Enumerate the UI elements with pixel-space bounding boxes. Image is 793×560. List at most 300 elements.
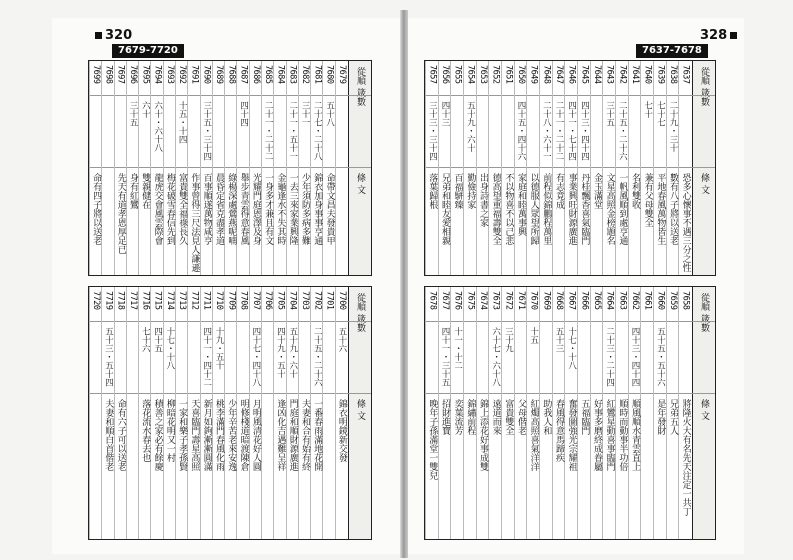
entry-number: 7702 [312,291,323,310]
entry-text: 明修棧道暗渡陳倉 [238,399,249,471]
entry-text: 夫妻和順白首偕老 [103,399,114,471]
entry-number: 7694 [152,65,163,84]
entry-text: 奮發圖強光宗耀祖 [566,399,577,471]
header-column-label: 條 文 [355,399,365,420]
entry-number: 7683 [287,65,298,84]
entry-text: 門庭和順財源廣進 [287,399,298,471]
entry-count: 四十五 [152,327,163,353]
entry-number: 7650 [515,65,526,84]
table-row [450,287,464,539]
entry-text: 以德服人眾望所歸 [528,173,539,245]
entry-number: 7708 [238,291,249,310]
entry-number: 7720 [91,291,102,310]
entry-count: 四十五・四十六 [515,101,526,161]
page-number-left: 320 [92,28,132,43]
entry-count: 十五 [528,327,539,344]
entry-text: 兄弟和睦友愛相親 [439,173,450,245]
entry-number: 7676 [452,291,463,310]
entry-count: 二十三・二十四 [604,327,615,387]
entry-count: 六十・六十八 [152,101,163,152]
entry-number: 7717 [127,291,138,310]
table-row [628,287,642,539]
entry-number: 7679 [336,65,347,84]
entry-number: 7719 [103,291,114,310]
entry-count: 十一・十二 [452,327,463,370]
entry-count: 二十一・五十一 [287,101,298,161]
entry-text: 錦繡前程 [465,399,476,435]
entry-text: 春風得意馬蹄疾 [553,399,564,462]
entry-count: 四十一・四十二 [201,327,212,387]
entry-number: 7643 [604,65,615,84]
entry-count: 三十三・三十四 [427,101,438,161]
entry-text: 出身詩書之家 [477,173,488,227]
table-row [150,61,163,275]
table-row [273,287,286,539]
header-label: 從順 箴數 [699,293,709,332]
entry-count: 六十七・六十八 [490,327,501,387]
entry-text: 雙親健在 [140,173,151,209]
square-icon [730,32,737,39]
table-row [577,287,591,539]
entry-count: 七十七 [655,101,666,127]
header-column-label: 條 文 [699,173,709,194]
entry-number: 7699 [91,65,102,84]
entry-number: 7695 [140,65,151,84]
table-row [163,61,176,275]
entry-number: 7673 [490,291,501,310]
header-label: 從順 箴數 [355,293,365,332]
entry-number: 7682 [299,65,310,84]
entry-number: 7710 [213,291,224,310]
table-row [425,287,439,539]
entry-count: 三十五 [127,101,138,127]
entry-text: 月明風清花好人圓 [250,399,261,471]
entry-number: 7693 [164,65,175,84]
entry-number: 7648 [541,65,552,84]
entry-count: 十九・五十 [213,327,224,370]
entry-text: 平地春風萬物皆生 [655,173,666,245]
entry-text: 一身多才兼且有文 [263,173,274,245]
entry-number: 7681 [312,65,323,84]
entry-text: 積善之家必有餘慶 [152,399,163,471]
entry-text: 綠楊深處鶯燕呢喃 [226,173,237,245]
entry-number: 7697 [115,65,126,84]
entry-count: 五十九・六十 [465,101,476,152]
entry-text: 天喜臨門壽星高照 [189,399,200,471]
table-row [678,287,692,539]
entry-text: 事業興旺財源廣進 [566,173,577,245]
entry-number: 7649 [528,65,539,84]
table-header [692,61,715,275]
entry-number: 7670 [528,291,539,310]
entry-count: 四十三・四十四 [579,101,590,161]
table-row [463,61,477,275]
table-row [463,287,477,539]
entry-count: 七十 [642,101,653,118]
entry-text: 錦上添花好事成雙 [477,399,488,471]
entry-text: 夫妻和合有始有終 [299,399,310,471]
entry-count: 三十五・三十四 [201,101,212,161]
table-row [564,287,578,539]
entry-number: 7715 [152,291,163,310]
entry-text: 富貴雙全 [503,399,514,435]
entry-text: 百福駢臻 [452,173,463,209]
table-row [138,287,151,539]
entry-number: 7644 [591,65,602,84]
table-row [298,61,311,275]
entry-number: 7704 [287,291,298,310]
table-row [438,61,452,275]
entry-text: 有志竟成 [553,173,564,209]
entry-number: 7714 [164,291,175,310]
entry-text: 五福臨門 [579,399,590,435]
entry-text: 梅花破雪春信先到 [164,173,175,245]
entry-text: 勤儉持家 [465,173,476,209]
entry-count: 四十三・四十四 [629,327,640,387]
entry-number: 7661 [642,291,653,310]
entry-number: 7645 [579,65,590,84]
entry-number: 7654 [465,65,476,84]
table-row [640,287,654,539]
entry-text: 丹桂飄香喜氣臨門 [579,173,590,245]
entry-count: 五十九・六十 [287,327,298,378]
entry-count: 二十七・二十八 [312,101,323,161]
table-row [126,287,139,539]
entry-text: 錦衣明鏡新交發 [336,399,347,462]
entry-number: 7688 [226,65,237,84]
table-row [526,287,540,539]
table-row [286,287,299,539]
table-row [488,61,502,275]
entry-count: 二十九・三十 [667,101,678,152]
table-row [425,61,439,275]
entry-count: 二十五・二十六 [312,327,323,387]
table-row [200,287,213,539]
table-row [653,61,667,275]
entry-number: 7709 [226,291,237,310]
entry-text: 遠道而來 [490,399,501,435]
entry-number: 7680 [324,65,335,84]
table-header [348,61,371,275]
header-column-label: 條 文 [355,173,365,194]
entry-number: 7663 [617,291,628,310]
entry-number: 7678 [427,291,438,310]
table-row [602,61,616,275]
table-header [348,287,371,539]
table-row [236,287,249,539]
entry-text: 將隆火大有名先天注定一共丁 [680,399,691,516]
entry-text: 命有六子可以送老 [115,399,126,471]
entry-text: 前程似錦鵬程萬里 [541,173,552,245]
entry-text: 德高望重福壽雙全 [490,173,501,245]
entry-text: 數有八子將以送老 [667,173,678,245]
table-row [514,287,528,539]
table-row [615,287,629,539]
entry-text: 兼有父母雙全 [642,173,653,227]
table-right-upper [424,60,716,276]
entry-number: 7665 [591,291,602,310]
entry-number: 7686 [250,65,261,84]
entry-text: 紅燭高照喜氣洋洋 [528,399,539,471]
table-row [615,61,629,275]
table-row [298,287,311,539]
range-label-right: 7637-7678 [636,44,708,58]
entry-text: 逢凶化吉遇難呈祥 [275,399,286,471]
table-row [310,287,323,539]
entry-number: 7668 [553,291,564,310]
table-row [224,61,237,275]
entry-count: 二十八・六十一 [541,101,552,161]
table-row [335,61,348,275]
entry-number: 7685 [263,65,274,84]
entry-number: 7659 [667,291,678,310]
entry-number: 7641 [629,65,640,84]
entry-number: 7664 [604,291,615,310]
entry-text: 名利雙收 [629,173,640,209]
table-row [322,61,335,275]
table-row [564,61,578,275]
entry-number: 7655 [452,65,463,84]
table-header [692,287,715,539]
entry-number: 7684 [275,65,286,84]
table-row [114,287,127,539]
table-row [450,61,464,275]
book-gutter [400,10,408,558]
entry-number: 7640 [642,65,653,84]
entry-number: 7711 [201,291,212,310]
entry-text: 恐多心懷事不遇三分之性 [680,173,691,272]
entry-number: 7716 [140,291,151,310]
table-row [335,287,348,539]
table-left-lower [88,286,372,540]
entry-count: 五十八 [324,101,335,127]
entry-number: 7662 [629,291,640,310]
entry-number: 7712 [189,291,200,310]
entry-number: 7642 [617,65,628,84]
entry-text: 是年發財 [655,399,666,435]
entry-text: 兄弟五人 [667,399,678,435]
entry-number: 7657 [427,65,438,84]
table-row [678,61,692,275]
entry-text: 文星高照金榜題名 [604,173,615,245]
entry-count: 四十一・三十五 [439,327,450,387]
table-row [501,61,515,275]
entry-text: 百事順遂萬物咸亨 [201,173,212,245]
table-row [526,61,540,275]
entry-text: 作事曾得三尺法見人謙遜 [189,173,200,272]
entry-number: 7687 [238,65,249,84]
entry-text: 龍虎交會風雲際會 [152,173,163,245]
table-row [590,61,604,275]
table-row [501,287,515,539]
table-row [175,287,188,539]
entry-number: 7701 [324,291,335,310]
table-row [539,287,553,539]
entry-text: 一去三來家業興隆 [287,173,298,245]
entry-text: 落花流水春去也 [140,399,151,462]
entry-text: 新月如鉤漸漸圓滿 [201,399,212,471]
entry-text: 少年須防多病多難 [299,173,310,245]
entry-text: 一番春雨滿地花開 [312,399,323,471]
entry-number: 7671 [515,291,526,310]
entry-text: 不以物喜不以己悲 [503,173,514,245]
entry-number: 7692 [177,65,188,84]
table-left-upper [88,60,372,276]
table-row [488,287,502,539]
entry-number: 7646 [566,65,577,84]
table-row [200,61,213,275]
table-row [438,287,452,539]
entry-number: 7675 [465,291,476,310]
table-row [261,287,274,539]
entry-count: 五十三 [553,327,564,353]
table-row [126,61,139,275]
header-label: 從順 箴數 [699,67,709,106]
entry-text: 錦衣加身事事亨通 [312,173,323,245]
entry-count: 十七・十八 [164,327,175,370]
header-column-label: 條 文 [699,399,709,420]
table-row [175,61,188,275]
entry-text: 助我人和 [541,399,552,435]
entry-text: 晚年子孫滿堂一雙兒 [427,399,438,480]
entry-number: 7651 [503,65,514,84]
table-row [539,61,553,275]
table-row [224,287,237,539]
entry-number: 7647 [553,65,564,84]
entry-text: 奕葉流芳 [452,399,463,435]
table-row [261,61,274,275]
table-row [114,61,127,275]
table-row [310,61,323,275]
page-number-right: 328 [700,28,740,43]
entry-number: 7660 [655,291,666,310]
table-row [138,61,151,275]
table-row [322,287,335,539]
entry-number: 7696 [127,65,138,84]
entry-number: 7691 [189,65,200,84]
entry-count: 二十一・二十二 [263,101,274,161]
entry-number: 7667 [566,291,577,310]
table-row [628,61,642,275]
table-row [514,61,528,275]
table-row [476,287,490,539]
entry-text: 一帆風順到處亨通 [617,173,628,245]
entry-number: 7705 [275,291,286,310]
entry-text: 命帶文昌夫發貴甲 [324,173,335,245]
entry-number: 7677 [439,291,450,310]
table-row [101,287,114,539]
entry-text: 富貴雙全福祿長久 [177,173,188,245]
entry-text: 順風順水青雲直上 [629,399,640,471]
table-row [249,61,262,275]
entry-text: 金玉滿堂 [591,173,602,209]
entry-text: 招財進寶 [439,399,450,435]
entry-count: 六十 [140,101,151,118]
table-row [552,61,566,275]
entry-text: 紅鸞星動喜事臨門 [604,399,615,471]
table-row [273,61,286,275]
entry-number: 7666 [579,291,590,310]
entry-text: 金龜逢水不失其時 [275,173,286,245]
table-row [89,287,102,539]
entry-text: 少年辛苦老來安逸 [226,399,237,471]
table-right-lower [424,286,716,540]
entry-number: 7638 [667,65,678,84]
table-row [89,61,102,275]
entry-text: 好事多磨終成眷屬 [591,399,602,471]
entry-number: 7706 [263,291,274,310]
entry-count: 四十三 [439,101,450,127]
entry-count: 三十五 [604,101,615,127]
entry-text: 舉步青雲得意春風 [238,173,249,245]
entry-number: 7637 [680,65,691,84]
entry-count: 四十九・五十 [275,327,286,378]
entry-text: 家庭和睦萬事興 [515,173,526,236]
entry-number: 7689 [213,65,224,84]
entry-text: 一家和樂子孝孫賢 [177,399,188,471]
entry-text: 身有紅鸞 [127,173,138,209]
entry-number: 7639 [655,65,666,84]
entry-text: 命有四子將以送老 [91,173,102,245]
entry-text: 桃李滿門春風化雨 [213,399,224,471]
table-row [236,61,249,275]
entry-text: 柳暗花明又一村 [164,399,175,462]
table-row [212,61,225,275]
table-row [552,287,566,539]
table-row [101,61,114,275]
table-row [577,61,591,275]
entry-number: 7698 [103,65,114,84]
entry-number: 7713 [177,291,188,310]
entry-number: 7707 [250,291,261,310]
table-row [187,61,200,275]
entry-number: 7690 [201,65,212,84]
entry-number: 7653 [477,65,488,84]
entry-count: 五十六 [336,327,347,353]
entry-number: 7718 [115,291,126,310]
entry-number: 7658 [680,291,691,310]
square-icon [95,32,102,39]
entry-number: 7674 [477,291,488,310]
table-row [640,61,654,275]
table-row [286,61,299,275]
table-row [666,61,680,275]
range-label-left: 7679-7720 [112,44,184,58]
entry-count: 十七・十八 [566,327,577,370]
entry-text: 晨昏定省克盡孝道 [213,173,224,245]
table-row [666,287,680,539]
table-row [249,287,262,539]
entry-text: 順時而動事半功倍 [617,399,628,471]
entry-count: 七十六 [140,327,151,353]
entry-count: 二十一・二十二 [553,101,564,161]
entry-number: 7672 [503,291,514,310]
entry-text: 父母偕老 [515,399,526,435]
entry-number: 7656 [439,65,450,84]
entry-text: 落葉歸根 [427,173,438,209]
table-row [476,61,490,275]
entry-count: 十五・十四 [177,101,188,144]
entry-number: 7652 [490,65,501,84]
entry-number: 7700 [336,291,347,310]
table-row [653,287,667,539]
entry-count: 三十九 [503,327,514,353]
table-row [602,287,616,539]
header-label: 從順 箴數 [355,67,365,106]
entry-text: 光耀門庭恩澤及身 [250,173,261,245]
entry-number: 7669 [541,291,552,310]
entry-count: 三十一 [299,101,310,127]
